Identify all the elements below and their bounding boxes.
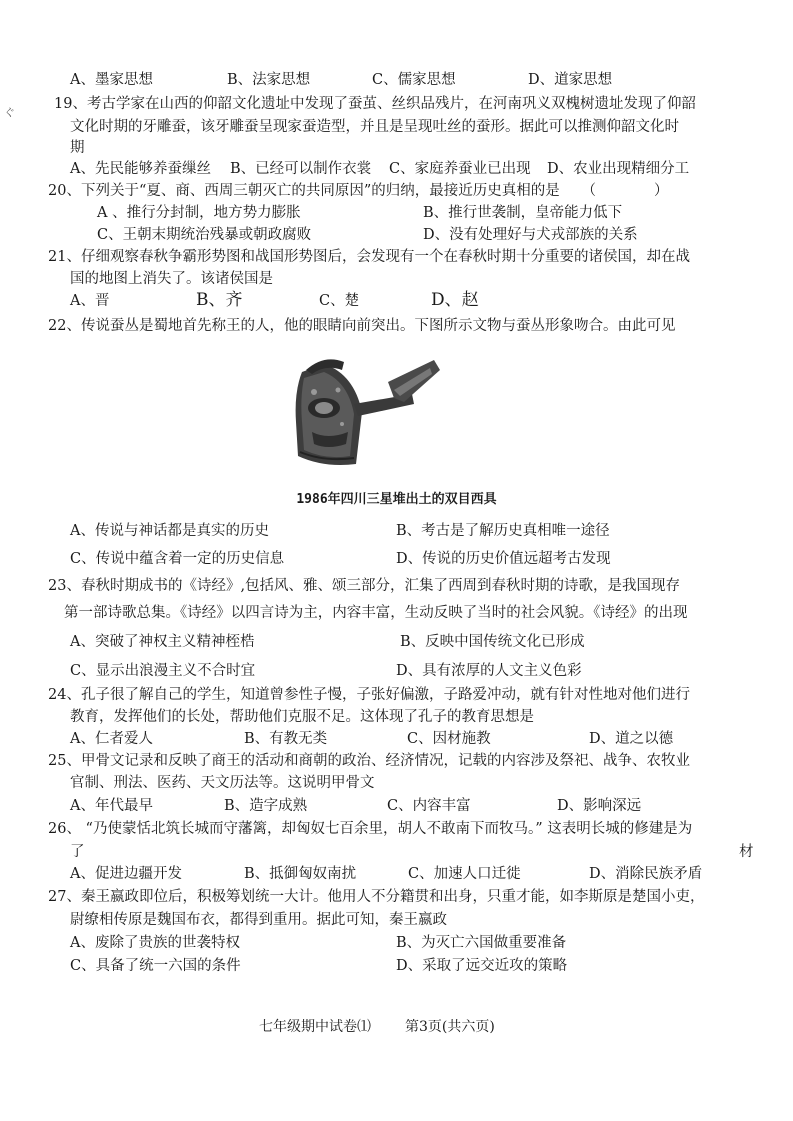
- option-a: A、墨家思想: [70, 72, 153, 88]
- option-c: C、楚: [319, 293, 360, 309]
- question-text-line: 20、下列关于“夏、商、西周三朝灭亡的共同原因”的归纳，最接近历史真相的是 （ ）: [48, 183, 669, 199]
- question-text-line: 第一部诗歌总集。《诗经》以四言诗为主，内容丰富，生动反映了当时的社会风貌。《诗经》的出现: [64, 605, 688, 621]
- option-b: B、推行世袭制，皇帝能力低下: [423, 205, 623, 221]
- question-text-line: 19、考古学家在山西的仰韶文化遗址中发现了蚕茧、丝织品残片，在河南巩义双槐树遗址发现了仰韶: [54, 96, 696, 112]
- option-c: C、因材施教: [407, 731, 491, 747]
- option-c: C、具备了统一六国的条件: [70, 958, 241, 974]
- option-d: D、道家思想: [528, 72, 613, 88]
- option-a: A、促进边疆开发: [70, 866, 182, 882]
- option-d: D、传说的历史价值远超考古发现: [396, 551, 611, 567]
- figure-caption: 1986年四川三星堆出土的双目西具: [296, 492, 497, 507]
- question-text-line: 了: [70, 844, 85, 860]
- option-c: C、显示出浪漫主义不合时宜: [70, 663, 256, 679]
- option-a: A、传说与神话都是真实的历史: [70, 523, 269, 539]
- question-text-line: 24、孔子很了解自己的学生，知道曾参性子慢，子张好偏激，子路爱冲动，就有针对性地对他们进行: [48, 687, 690, 703]
- margin-mark: ぐ: [4, 106, 15, 119]
- question-text-line: 官制、刑法、医药、天文历法等。这说明甲骨文: [70, 775, 375, 791]
- option-c: C、加速人口迁徙: [408, 866, 521, 882]
- option-d: D、道之以德: [589, 731, 674, 747]
- option-a: A、先民能够养蚕缫丝: [70, 161, 211, 177]
- stray-character: 材: [739, 844, 754, 860]
- option-d: D、农业出现精细分工: [547, 161, 690, 177]
- question-text-line: 国的地图上消失了。该诸侯国是: [70, 271, 273, 287]
- question-text-line: 26、 “乃使蒙恬北筑长城而守藩篱，却匈奴七百余里，胡人不敢南下而牧马。” 这表明长城的修建是为: [48, 821, 693, 837]
- option-a: A、仁者爱人: [70, 731, 153, 747]
- option-c: C、儒家思想: [372, 72, 456, 88]
- option-a: A、废除了贵族的世袭特权: [70, 935, 240, 951]
- option-b: B、有教无类: [244, 731, 328, 747]
- option-b: B、反映中国传统文化已形成: [400, 634, 585, 650]
- option-b: B、抵御匈奴南扰: [244, 866, 357, 882]
- option-d: D、影响深远: [557, 798, 642, 814]
- option-b: B、造字成熟: [224, 798, 308, 814]
- question-text-line: 教育，发挥他们的长处，帮助他们克服不足。这体现了孔子的教育思想是: [70, 709, 534, 725]
- option-c: C、内容丰富: [387, 798, 471, 814]
- option-a: A、年代最早: [70, 798, 153, 814]
- option-c: C、传说中蕴含着一定的历史信息: [70, 551, 285, 567]
- question-text-line: 27、秦王嬴政即位后，积极筹划统一大计。他用人不分籍贯和出身，只重才能，如李斯原是楚国小吏，: [48, 889, 705, 905]
- question-text-line: 25、甲骨文记录和反映了商王的活动和商朝的政治、经济情况，记载的内容涉及祭祀、战争、农牧业: [48, 753, 690, 769]
- option-c: C、王朝末期统治残暴或朝政腐败: [97, 227, 312, 243]
- question-text-line: 23、春秋时期成书的《诗经》,包括风、雅、颂三部分，汇集了西周到春秋时期的诗歌，是我国现存: [48, 578, 681, 594]
- option-a: A、突破了神权主义精神桎梏: [70, 634, 255, 650]
- option-b: B、齐: [196, 290, 243, 310]
- option-d: D、具有浓厚的人文主义色彩: [396, 663, 582, 679]
- option-d: D、赵: [431, 290, 479, 310]
- question-text-line: 22、传说蚕丛是蜀地首先称王的人，他的眼睛向前突出。下图所示文物与蚕丛形象吻合。由此可见: [48, 318, 676, 334]
- option-b: B、法家思想: [227, 72, 311, 88]
- question-text-line: 文化时期的牙雕蚕，该牙雕蚕呈现家蚕造型，并且是呈现吐丝的蚕形。据此可以推测仰韶文化时: [70, 119, 679, 135]
- option-b: B、已经可以制作衣裳: [230, 161, 372, 177]
- bronze-mask-image: [284, 352, 446, 474]
- option-d: D、没有处理好与犬戎部族的关系: [423, 227, 638, 243]
- question-text-line: 尉缭相传原是魏国布衣，都得到重用。据此可知，秦王嬴政: [70, 912, 447, 928]
- option-d: D、消除民族矛盾: [589, 866, 703, 882]
- option-b: B、考古是了解历史真相唯一途径: [396, 523, 610, 539]
- footer-exam-title: 七年级期中试卷⑴: [259, 1019, 371, 1035]
- option-c: C、家庭养蚕业已出现: [389, 161, 531, 177]
- option-a: A 、推行分封制，地方势力膨胀: [97, 205, 301, 221]
- option-b: B、为灭亡六国做重要准备: [396, 935, 567, 951]
- question-text-line: 21、仔细观察春秋争霸形势图和战国形势图后，会发现有一个在春秋时期十分重要的诸侯国，却在战: [48, 249, 690, 265]
- footer-page-number: 第3页(共六页): [405, 1019, 495, 1035]
- option-a: A、晋: [70, 293, 110, 309]
- question-text-line: 期: [70, 140, 85, 156]
- option-d: D、采取了远交近攻的策略: [396, 958, 568, 974]
